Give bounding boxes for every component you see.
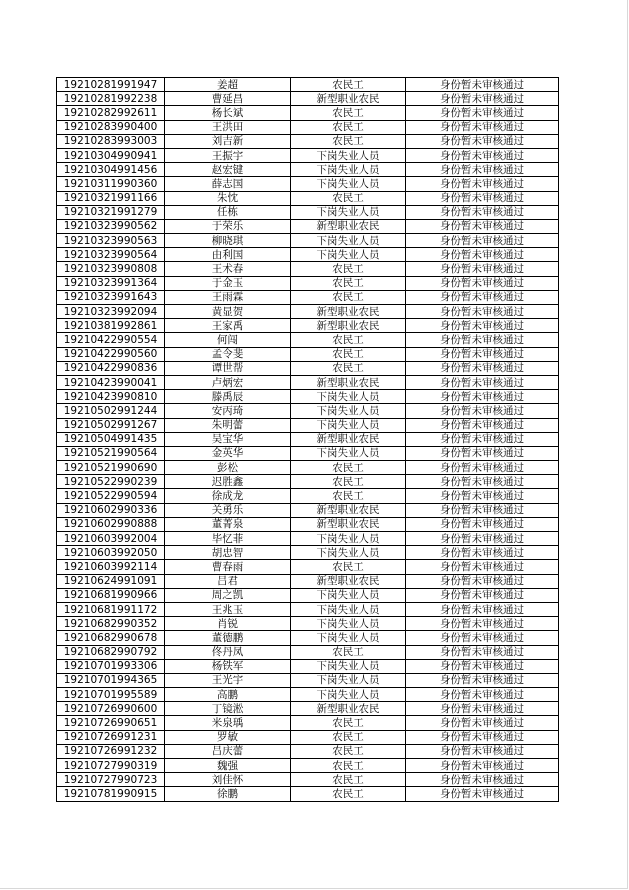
status-cell: 身份暂未审核通过 [406, 673, 559, 687]
category-cell: 新型职业农民 [291, 92, 406, 106]
id-number-cell: 19210323992094 [57, 305, 165, 319]
name-cell: 姜超 [165, 78, 291, 92]
name-cell: 董德鹏 [165, 631, 291, 645]
status-cell: 身份暂未审核通过 [406, 148, 559, 162]
name-cell: 谭世帮 [165, 361, 291, 375]
category-cell: 下岗失业人员 [291, 248, 406, 262]
name-cell: 黄显贺 [165, 305, 291, 319]
status-cell: 身份暂未审核通过 [406, 177, 559, 191]
category-cell: 下岗失业人员 [291, 673, 406, 687]
status-cell: 身份暂未审核通过 [406, 489, 559, 503]
name-cell: 刘吉新 [165, 134, 291, 148]
name-cell: 朱明蕾 [165, 418, 291, 432]
category-cell: 新型职业农民 [291, 305, 406, 319]
id-number-cell: 19210321991166 [57, 191, 165, 205]
id-number-cell: 19210283990400 [57, 120, 165, 134]
name-cell: 曹延昌 [165, 92, 291, 106]
id-number-cell: 19210521990690 [57, 461, 165, 475]
name-cell: 徐成龙 [165, 489, 291, 503]
id-number-cell: 19210423990810 [57, 390, 165, 404]
id-number-cell: 19210323990564 [57, 248, 165, 262]
id-number-cell: 19210422990554 [57, 333, 165, 347]
status-cell: 身份暂未审核通过 [406, 702, 559, 716]
table-row [57, 574, 559, 588]
name-cell: 何闯 [165, 333, 291, 347]
name-cell: 王兆玉 [165, 602, 291, 616]
category-cell: 下岗失业人员 [291, 148, 406, 162]
name-cell: 米泉瑀 [165, 716, 291, 730]
id-number-cell: 19210681990966 [57, 588, 165, 602]
name-cell: 王洪田 [165, 120, 291, 134]
status-cell: 身份暂未审核通过 [406, 517, 559, 531]
id-number-cell: 19210701994365 [57, 673, 165, 687]
id-number-cell: 19210726990600 [57, 702, 165, 716]
status-cell: 身份暂未审核通过 [406, 659, 559, 673]
category-cell: 下岗失业人员 [291, 446, 406, 460]
table-row [57, 78, 559, 92]
category-cell: 农民工 [291, 716, 406, 730]
name-cell: 关勇乐 [165, 503, 291, 517]
category-cell: 下岗失业人员 [291, 631, 406, 645]
category-cell: 农民工 [291, 290, 406, 304]
category-cell: 农民工 [291, 106, 406, 120]
status-cell: 身份暂未审核通过 [406, 759, 559, 773]
name-cell: 杨铁军 [165, 659, 291, 673]
name-cell: 曹春雨 [165, 560, 291, 574]
category-cell: 下岗失业人员 [291, 418, 406, 432]
id-number-cell: 19210726990651 [57, 716, 165, 730]
category-cell: 农民工 [291, 560, 406, 574]
name-cell: 迟胜鑫 [165, 475, 291, 489]
status-cell: 身份暂未审核通过 [406, 617, 559, 631]
status-cell: 身份暂未审核通过 [406, 262, 559, 276]
id-number-cell: 19210281992238 [57, 92, 165, 106]
id-number-cell: 19210727990319 [57, 759, 165, 773]
category-cell: 新型职业农民 [291, 319, 406, 333]
name-cell: 卢炳宏 [165, 375, 291, 389]
table-row [57, 148, 559, 162]
status-cell: 身份暂未审核通过 [406, 446, 559, 460]
category-cell: 下岗失业人员 [291, 546, 406, 560]
table-row [57, 404, 559, 418]
id-number-cell: 19210502991244 [57, 404, 165, 418]
table-row [57, 475, 559, 489]
category-cell: 新型职业农民 [291, 503, 406, 517]
name-cell: 王振宇 [165, 148, 291, 162]
table-row [57, 631, 559, 645]
table-row [57, 191, 559, 205]
id-number-cell: 19210701995589 [57, 688, 165, 702]
category-cell: 农民工 [291, 787, 406, 801]
table-row [57, 489, 559, 503]
status-cell: 身份暂未审核通过 [406, 532, 559, 546]
table-row [57, 560, 559, 574]
category-cell: 农民工 [291, 191, 406, 205]
category-cell: 新型职业农民 [291, 219, 406, 233]
id-number-cell: 19210504991435 [57, 432, 165, 446]
status-cell: 身份暂未审核通过 [406, 234, 559, 248]
status-cell: 身份暂未审核通过 [406, 134, 559, 148]
id-number-cell: 19210701993306 [57, 659, 165, 673]
status-cell: 身份暂未审核通过 [406, 375, 559, 389]
status-cell: 身份暂未审核通过 [406, 432, 559, 446]
name-cell: 薛志国 [165, 177, 291, 191]
id-number-cell: 19210422990560 [57, 347, 165, 361]
id-number-cell: 19210323991364 [57, 276, 165, 290]
status-cell: 身份暂未审核通过 [406, 319, 559, 333]
table-row [57, 702, 559, 716]
category-cell: 下岗失业人员 [291, 404, 406, 418]
table-row [57, 673, 559, 687]
status-cell: 身份暂未审核通过 [406, 631, 559, 645]
status-cell: 身份暂未审核通过 [406, 730, 559, 744]
category-cell: 农民工 [291, 347, 406, 361]
category-cell: 农民工 [291, 475, 406, 489]
category-cell: 农民工 [291, 333, 406, 347]
table-row [57, 177, 559, 191]
name-cell: 周之凯 [165, 588, 291, 602]
id-number-cell: 19210282992611 [57, 106, 165, 120]
status-cell: 身份暂未审核通过 [406, 560, 559, 574]
table-row [57, 305, 559, 319]
name-cell: 丁镜淞 [165, 702, 291, 716]
id-number-cell: 19210522990594 [57, 489, 165, 503]
table-row [57, 602, 559, 616]
id-number-cell: 19210602990336 [57, 503, 165, 517]
category-cell: 下岗失业人员 [291, 390, 406, 404]
category-cell: 下岗失业人员 [291, 177, 406, 191]
name-cell: 王家禹 [165, 319, 291, 333]
table-row [57, 276, 559, 290]
category-cell: 农民工 [291, 730, 406, 744]
table-row [57, 503, 559, 517]
table-row [57, 219, 559, 233]
category-cell: 下岗失业人员 [291, 588, 406, 602]
table-row [57, 163, 559, 177]
name-cell: 于金玉 [165, 276, 291, 290]
table-row [57, 120, 559, 134]
table-row [57, 361, 559, 375]
table-row [57, 390, 559, 404]
table-row [57, 787, 559, 801]
category-cell: 新型职业农民 [291, 432, 406, 446]
category-cell: 下岗失业人员 [291, 532, 406, 546]
id-number-cell: 19210682990792 [57, 645, 165, 659]
status-cell: 身份暂未审核通过 [406, 163, 559, 177]
applicant-table-body [57, 78, 559, 802]
id-number-cell: 19210682990678 [57, 631, 165, 645]
id-number-cell: 19210381992861 [57, 319, 165, 333]
table-row [57, 659, 559, 673]
id-number-cell: 19210726991231 [57, 730, 165, 744]
name-cell: 胡忠智 [165, 546, 291, 560]
table-row [57, 262, 559, 276]
name-cell: 赵宏键 [165, 163, 291, 177]
status-cell: 身份暂未审核通过 [406, 290, 559, 304]
table-row [57, 532, 559, 546]
status-cell: 身份暂未审核通过 [406, 645, 559, 659]
table-row [57, 234, 559, 248]
name-cell: 吕君 [165, 574, 291, 588]
category-cell: 农民工 [291, 461, 406, 475]
category-cell: 下岗失业人员 [291, 602, 406, 616]
category-cell: 农民工 [291, 744, 406, 758]
name-cell: 徐鹏 [165, 787, 291, 801]
status-cell: 身份暂未审核通过 [406, 305, 559, 319]
status-cell: 身份暂未审核通过 [406, 588, 559, 602]
table-row [57, 645, 559, 659]
category-cell: 农民工 [291, 773, 406, 787]
name-cell: 罗敏 [165, 730, 291, 744]
category-cell: 下岗失业人员 [291, 234, 406, 248]
status-cell: 身份暂未审核通过 [406, 120, 559, 134]
status-cell: 身份暂未审核通过 [406, 390, 559, 404]
applicant-table [56, 77, 559, 802]
category-cell: 下岗失业人员 [291, 659, 406, 673]
category-cell: 农民工 [291, 134, 406, 148]
id-number-cell: 19210682990352 [57, 617, 165, 631]
id-number-cell: 19210283993003 [57, 134, 165, 148]
status-cell: 身份暂未审核通过 [406, 787, 559, 801]
status-cell: 身份暂未审核通过 [406, 688, 559, 702]
status-cell: 身份暂未审核通过 [406, 361, 559, 375]
name-cell: 安丙琦 [165, 404, 291, 418]
id-number-cell: 19210602990888 [57, 517, 165, 531]
id-number-cell: 19210281991947 [57, 78, 165, 92]
table-row [57, 773, 559, 787]
id-number-cell: 19210323990563 [57, 234, 165, 248]
category-cell: 下岗失业人员 [291, 205, 406, 219]
status-cell: 身份暂未审核通过 [406, 333, 559, 347]
table-row [57, 375, 559, 389]
name-cell: 滕禹辰 [165, 390, 291, 404]
table-row [57, 248, 559, 262]
table-row [57, 716, 559, 730]
table-row [57, 461, 559, 475]
status-cell: 身份暂未审核通过 [406, 716, 559, 730]
category-cell: 新型职业农民 [291, 375, 406, 389]
name-cell: 杨长斌 [165, 106, 291, 120]
table-row [57, 347, 559, 361]
name-cell: 吴宝华 [165, 432, 291, 446]
name-cell: 朱忱 [165, 191, 291, 205]
id-number-cell: 19210304991456 [57, 163, 165, 177]
id-number-cell: 19210304990941 [57, 148, 165, 162]
id-number-cell: 19210502991267 [57, 418, 165, 432]
category-cell: 下岗失业人员 [291, 617, 406, 631]
id-number-cell: 19210603992004 [57, 532, 165, 546]
name-cell: 刘佳怀 [165, 773, 291, 787]
name-cell: 柳晓琪 [165, 234, 291, 248]
status-cell: 身份暂未审核通过 [406, 602, 559, 616]
name-cell: 吕庆蕾 [165, 744, 291, 758]
name-cell: 于荣乐 [165, 219, 291, 233]
status-cell: 身份暂未审核通过 [406, 574, 559, 588]
id-number-cell: 19210681991172 [57, 602, 165, 616]
name-cell: 王术春 [165, 262, 291, 276]
table-row [57, 759, 559, 773]
table-row [57, 418, 559, 432]
category-cell: 农民工 [291, 262, 406, 276]
status-cell: 身份暂未审核通过 [406, 773, 559, 787]
id-number-cell: 19210323991643 [57, 290, 165, 304]
id-number-cell: 19210311990360 [57, 177, 165, 191]
table-row [57, 319, 559, 333]
id-number-cell: 19210781990915 [57, 787, 165, 801]
name-cell: 王雨霖 [165, 290, 291, 304]
id-number-cell: 19210727990723 [57, 773, 165, 787]
status-cell: 身份暂未审核通过 [406, 78, 559, 92]
status-cell: 身份暂未审核通过 [406, 205, 559, 219]
status-cell: 身份暂未审核通过 [406, 461, 559, 475]
table-row [57, 432, 559, 446]
name-cell: 毕忆菲 [165, 532, 291, 546]
id-number-cell: 19210522990239 [57, 475, 165, 489]
status-cell: 身份暂未审核通过 [406, 404, 559, 418]
name-cell: 由利国 [165, 248, 291, 262]
name-cell: 王光宇 [165, 673, 291, 687]
table-row [57, 730, 559, 744]
id-number-cell: 19210323990562 [57, 219, 165, 233]
table-row [57, 744, 559, 758]
status-cell: 身份暂未审核通过 [406, 503, 559, 517]
status-cell: 身份暂未审核通过 [406, 418, 559, 432]
status-cell: 身份暂未审核通过 [406, 347, 559, 361]
category-cell: 农民工 [291, 78, 406, 92]
name-cell: 肖锐 [165, 617, 291, 631]
status-cell: 身份暂未审核通过 [406, 106, 559, 120]
table-row [57, 106, 559, 120]
category-cell: 农民工 [291, 361, 406, 375]
id-number-cell: 19210521990564 [57, 446, 165, 460]
name-cell: 魏强 [165, 759, 291, 773]
category-cell: 新型职业农民 [291, 702, 406, 716]
status-cell: 身份暂未审核通过 [406, 248, 559, 262]
status-cell: 身份暂未审核通过 [406, 92, 559, 106]
name-cell: 董菁泉 [165, 517, 291, 531]
category-cell: 下岗失业人员 [291, 163, 406, 177]
table-row [57, 134, 559, 148]
id-number-cell: 19210603992050 [57, 546, 165, 560]
status-cell: 身份暂未审核通过 [406, 744, 559, 758]
id-number-cell: 19210323990808 [57, 262, 165, 276]
category-cell: 农民工 [291, 120, 406, 134]
name-cell: 高鹏 [165, 688, 291, 702]
status-cell: 身份暂未审核通过 [406, 191, 559, 205]
category-cell: 农民工 [291, 645, 406, 659]
status-cell: 身份暂未审核通过 [406, 219, 559, 233]
name-cell: 任栋 [165, 205, 291, 219]
table-row [57, 588, 559, 602]
status-cell: 身份暂未审核通过 [406, 475, 559, 489]
table-row [57, 617, 559, 631]
category-cell: 农民工 [291, 489, 406, 503]
table-row [57, 446, 559, 460]
category-cell: 农民工 [291, 759, 406, 773]
status-cell: 身份暂未审核通过 [406, 276, 559, 290]
table-row [57, 290, 559, 304]
id-number-cell: 19210726991232 [57, 744, 165, 758]
name-cell: 佟丹凤 [165, 645, 291, 659]
category-cell: 农民工 [291, 276, 406, 290]
category-cell: 下岗失业人员 [291, 688, 406, 702]
table-row [57, 688, 559, 702]
table-row [57, 205, 559, 219]
id-number-cell: 19210423990041 [57, 375, 165, 389]
id-number-cell: 19210624991091 [57, 574, 165, 588]
id-number-cell: 19210422990836 [57, 361, 165, 375]
table-row [57, 546, 559, 560]
category-cell: 新型职业农民 [291, 517, 406, 531]
name-cell: 孟令斐 [165, 347, 291, 361]
category-cell: 新型职业农民 [291, 574, 406, 588]
status-cell: 身份暂未审核通过 [406, 546, 559, 560]
table-row [57, 517, 559, 531]
table-row [57, 92, 559, 106]
table-row [57, 333, 559, 347]
id-number-cell: 19210603992114 [57, 560, 165, 574]
name-cell: 金英华 [165, 446, 291, 460]
id-number-cell: 19210321991279 [57, 205, 165, 219]
name-cell: 彭松 [165, 461, 291, 475]
